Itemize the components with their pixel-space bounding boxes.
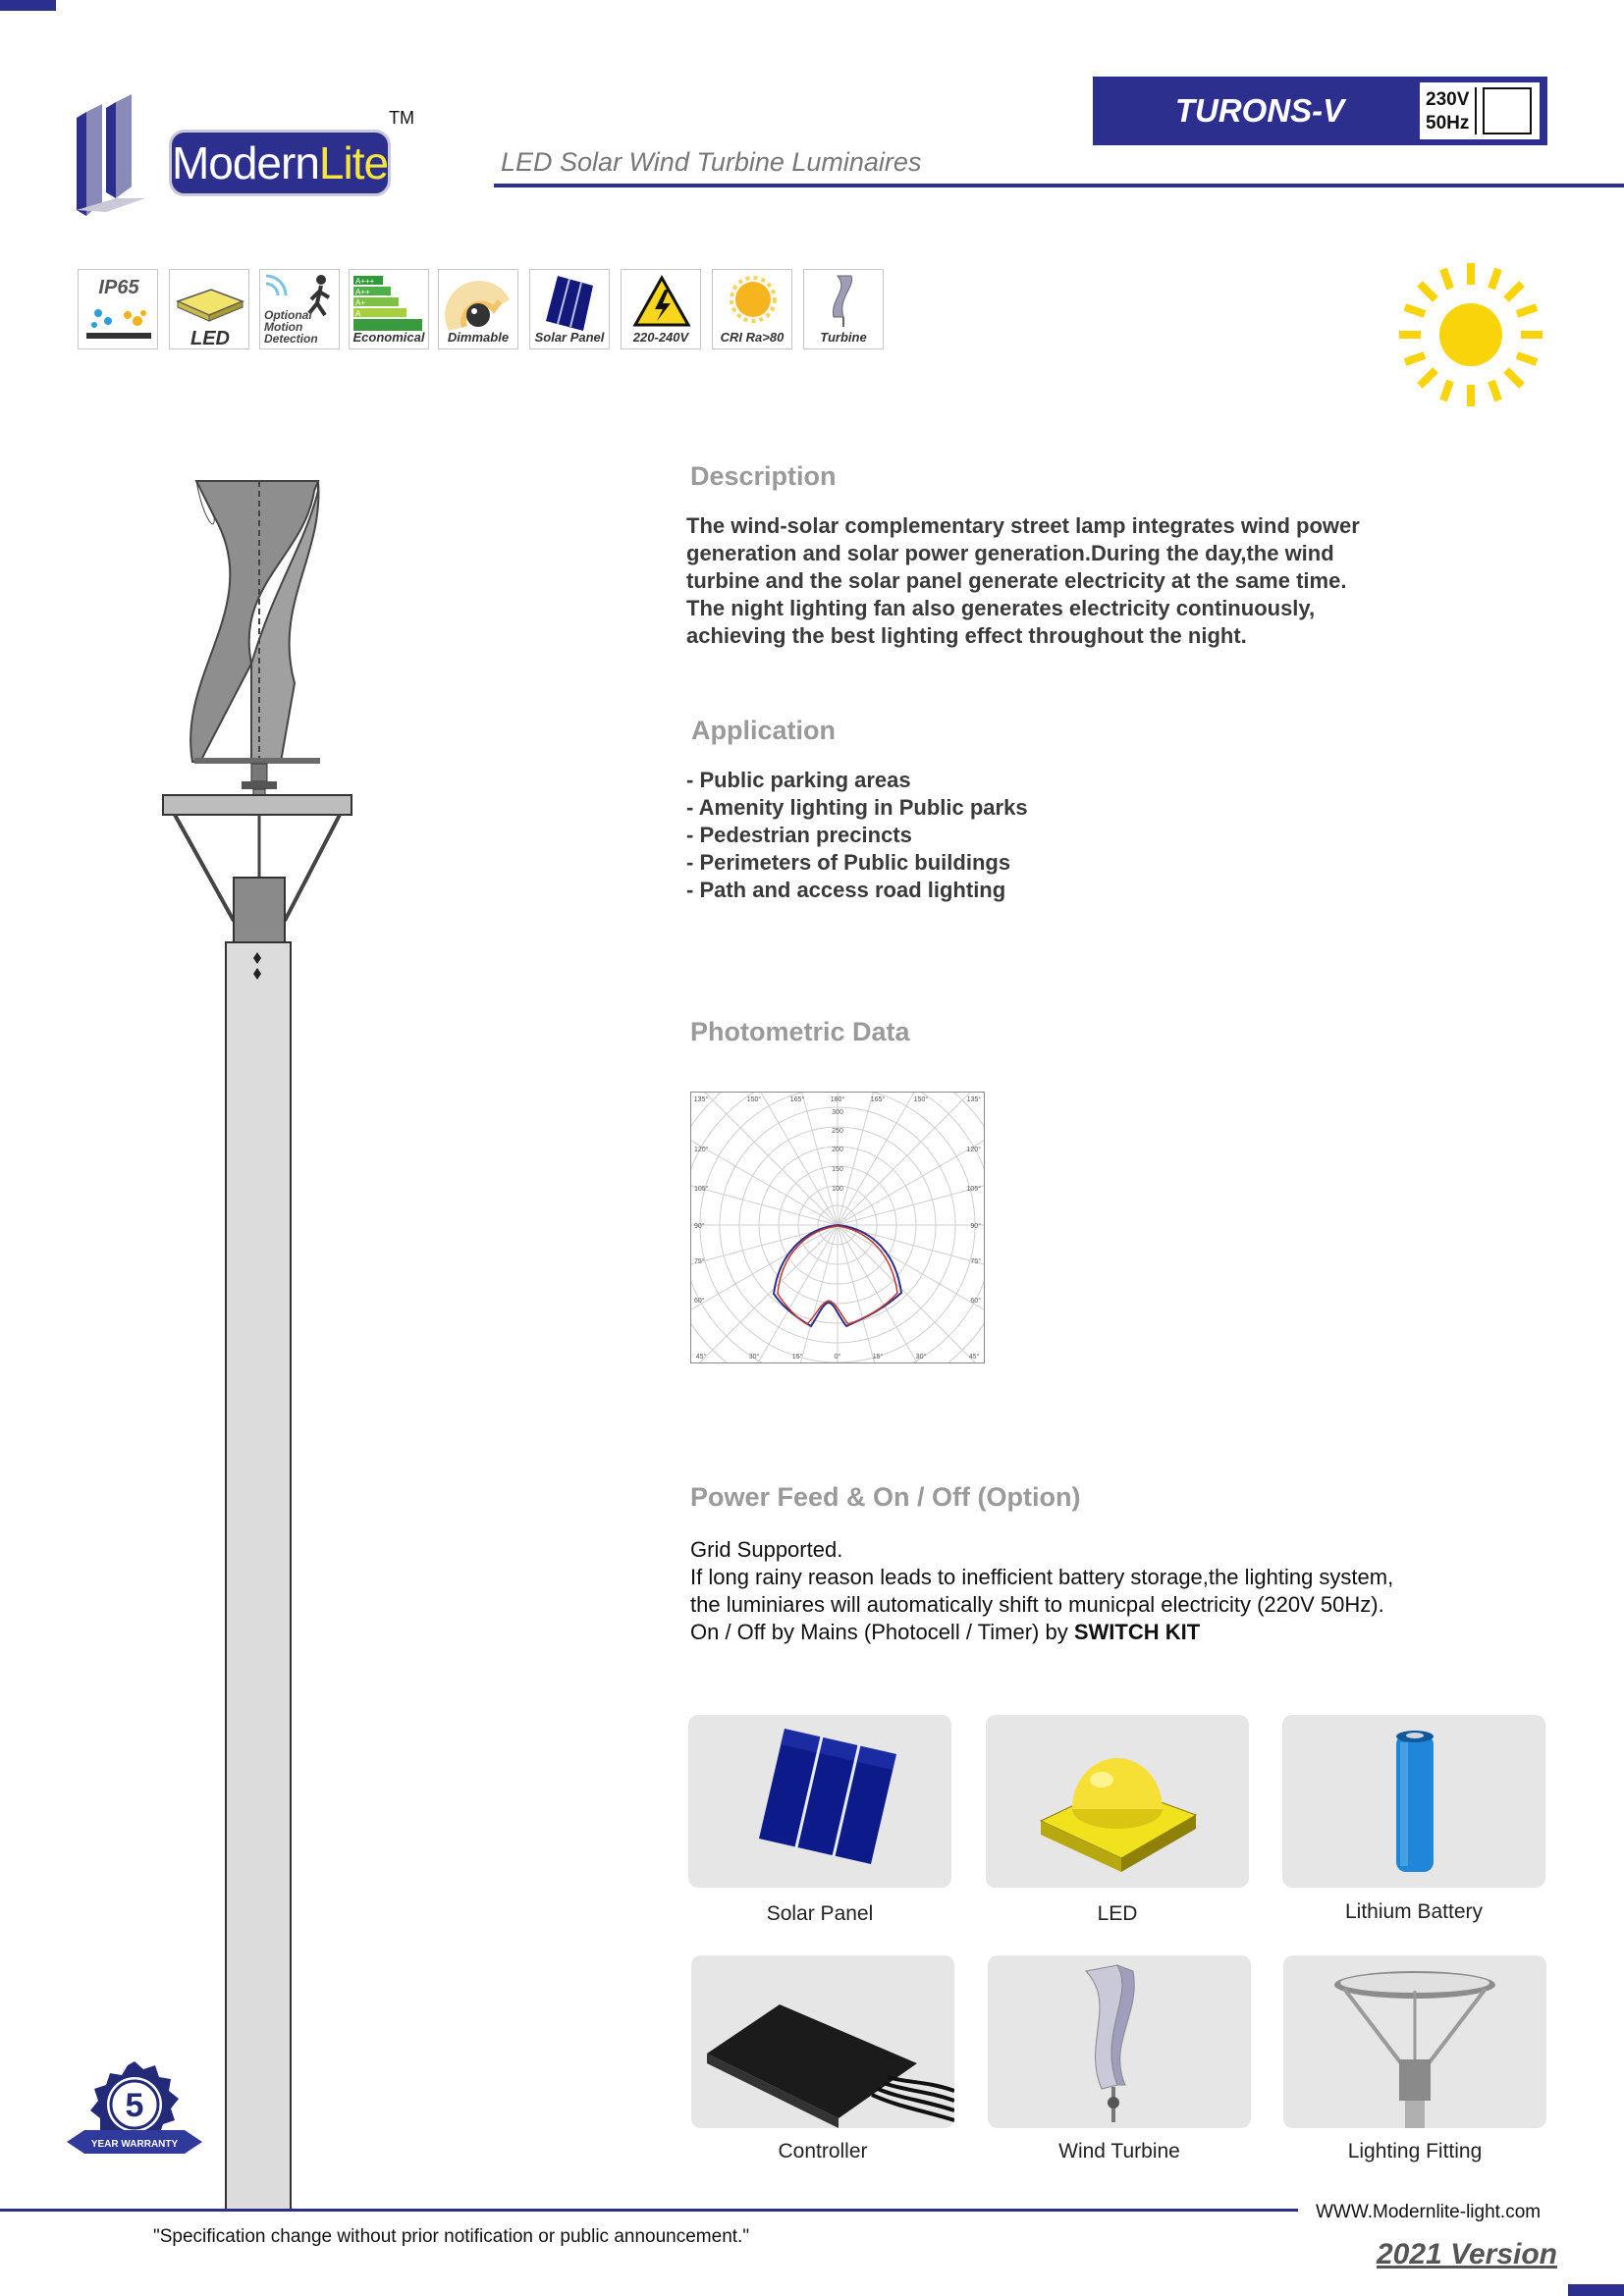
description-line: The night lighting fan also generates electricity continuously, xyxy=(686,596,1316,620)
photometric-heading: Photometric Data xyxy=(690,1017,910,1046)
feature-cri xyxy=(712,269,792,349)
polar-top-angle-label: 135° xyxy=(693,1096,709,1103)
warranty-text: YEAR WARRANTY xyxy=(90,2139,179,2150)
polar-top-angle-label: 165° xyxy=(789,1096,805,1103)
led-chip-icon xyxy=(170,270,250,350)
voltage-divider xyxy=(1475,87,1477,134)
led-emitter-icon xyxy=(986,1715,1249,1888)
component-label: Wind Turbine xyxy=(1058,2140,1180,2163)
power-line-prefix: On / Off by Mains (Photocell / Timer) by xyxy=(690,1620,1074,1644)
polar-spoke xyxy=(838,1093,889,1225)
model-banner xyxy=(1093,77,1547,145)
wind-turbine-icon xyxy=(988,1955,1251,2128)
polar-spoke xyxy=(838,1093,976,1225)
polar-bottom-angle-label: 30° xyxy=(748,1354,760,1361)
website-link[interactable]: WWW.Modernlite-light.com xyxy=(1316,2202,1542,2222)
polar-bottom-angle-label: 15° xyxy=(791,1354,803,1361)
polar-bottom-angle-label: 45° xyxy=(968,1354,980,1361)
polar-left-angle-label: 120° xyxy=(694,1147,709,1153)
svg-text:Motion: Motion xyxy=(264,320,303,334)
switch-kit-label: SWITCH KIT xyxy=(1073,1620,1201,1644)
feature-turbine xyxy=(803,269,884,349)
list-item: - Pedestrian precincts xyxy=(686,823,912,847)
polar-spoke xyxy=(691,1174,838,1225)
component-solar-panel xyxy=(688,1715,951,1888)
polar-right-angle-label: 75° xyxy=(970,1258,981,1265)
polar-right-angle-label: 105° xyxy=(966,1186,981,1193)
polar-radial-value: 300 xyxy=(832,1109,843,1116)
polar-diagram xyxy=(691,1093,984,1362)
battery-icon xyxy=(1282,1715,1545,1888)
power-feed-text xyxy=(690,1536,1535,1646)
component-controller xyxy=(691,1955,954,2128)
footer-disclaimer: "Specification change without prior notification or public announcement." xyxy=(153,2226,750,2247)
polar-spoke xyxy=(838,1225,976,1362)
feature-dimmable xyxy=(438,269,518,349)
svg-text:A++: A++ xyxy=(355,288,370,296)
lighting-fitting-icon xyxy=(1283,1955,1546,2128)
component-wind-turbine xyxy=(988,1955,1251,2128)
polar-radial-value: 250 xyxy=(832,1128,843,1135)
component-battery xyxy=(1282,1715,1545,1888)
polar-spoke xyxy=(838,1093,936,1225)
corner-accent-top xyxy=(0,0,56,11)
svg-text:Detection: Detection xyxy=(264,332,318,346)
power-feed-heading: Power Feed & On / Off (Option) xyxy=(690,1482,1081,1512)
svg-text:Optional: Optional xyxy=(264,308,312,322)
polar-bottom-angle-label: 30° xyxy=(915,1354,927,1361)
application-list xyxy=(686,767,1374,904)
svg-text:A+++: A+++ xyxy=(355,277,375,286)
polar-spoke xyxy=(739,1093,838,1225)
polar-radial-value: 150 xyxy=(832,1166,843,1173)
voltage-value: 230V xyxy=(1426,89,1470,110)
power-line: Grid Supported. xyxy=(690,1537,843,1562)
polar-top-angle-label: 150° xyxy=(746,1096,762,1103)
feature-led xyxy=(169,269,249,349)
model-name: TURONS-V xyxy=(1174,92,1345,129)
voltage-feature-label: 220-240V xyxy=(632,330,689,345)
description-line: turbine and the solar panel generate electricity at the same time. xyxy=(686,568,1347,593)
polar-left-angle-label: 105° xyxy=(694,1186,709,1193)
version-label: 2021 Version xyxy=(1377,2238,1557,2270)
polar-left-angle-label: 90° xyxy=(694,1223,705,1230)
turbine-label: Turbine xyxy=(820,330,867,345)
component-label: LED xyxy=(1097,1902,1138,1925)
logo-modern-text: Modern xyxy=(171,137,319,188)
ip65-icon xyxy=(79,270,159,350)
voltage-box xyxy=(1418,80,1542,141)
component-label: Controller xyxy=(778,2140,868,2163)
list-item: - Path and access road lighting xyxy=(686,878,1006,902)
controller-icon xyxy=(691,1955,954,2128)
polar-radial-value: 100 xyxy=(832,1186,843,1193)
component-led xyxy=(986,1715,1249,1888)
list-item: - Perimeters of Public buildings xyxy=(686,850,1011,875)
component-lighting-fitting xyxy=(1283,1955,1546,2128)
polar-right-angle-label: 60° xyxy=(970,1298,981,1305)
company-logo xyxy=(77,94,422,216)
frequency-value: 50Hz xyxy=(1426,113,1470,133)
polar-right-angle-label: 120° xyxy=(966,1147,981,1153)
sun-icon xyxy=(1399,263,1543,406)
logo-wordmark xyxy=(169,130,391,196)
power-line: If long rainy reason leads to inefficient battery storage,the lighting system, xyxy=(690,1565,1394,1589)
description-line: achieving the best lighting effect throughout the night. xyxy=(686,623,1247,648)
polar-top-angle-label: 135° xyxy=(966,1096,982,1103)
polar-right-angle-label: 90° xyxy=(970,1223,981,1230)
description-text xyxy=(686,512,1433,650)
feature-voltage xyxy=(621,269,701,349)
footer-divider xyxy=(0,2209,1298,2212)
dimmable-label: Dimmable xyxy=(447,330,510,345)
component-label: Solar Panel xyxy=(766,1902,874,1925)
polar-bottom-angle-label: 15° xyxy=(872,1354,884,1361)
polar-top-angle-label: 165° xyxy=(870,1096,886,1103)
polar-bottom-angle-label: 0° xyxy=(834,1354,841,1361)
ip65-label: IP65 xyxy=(98,277,139,298)
polar-top-angle-label: 180° xyxy=(830,1096,845,1103)
description-line: The wind-solar complementary street lamp integrates wind power xyxy=(686,513,1360,538)
polar-left-angle-label: 60° xyxy=(694,1298,705,1305)
polar-spoke xyxy=(838,1174,984,1225)
voltage-label xyxy=(1426,88,1477,135)
svg-text:A+: A+ xyxy=(355,298,366,307)
economical-label: Economical xyxy=(352,330,425,345)
list-item: - Public parking areas xyxy=(686,768,911,792)
power-line: the luminiares will automatically shift to municpal electricity (220V 50Hz). xyxy=(690,1592,1384,1617)
warranty-years: 5 xyxy=(125,2087,144,2124)
feature-economical xyxy=(349,269,429,349)
component-label: Lighting Fitting xyxy=(1347,2140,1483,2163)
cri-label: CRI Ra>80 xyxy=(720,330,785,345)
corner-accent-bottom xyxy=(1568,2284,1624,2296)
feature-motion xyxy=(259,269,340,349)
voltage-empty-box xyxy=(1483,87,1532,134)
header-divider xyxy=(494,184,1624,187)
photometric-polar-chart xyxy=(690,1092,985,1363)
logo-mark-icon xyxy=(77,94,167,216)
polar-spoke xyxy=(786,1093,838,1225)
description-line: generation and solar power generation.During the day,the wind xyxy=(686,541,1334,565)
application-heading: Application xyxy=(691,716,836,745)
solar-panel-label: Solar Panel xyxy=(534,330,605,345)
feature-ip65 xyxy=(78,269,158,349)
polar-spoke xyxy=(699,1093,838,1225)
warranty-seal-icon xyxy=(65,2059,204,2165)
solar-cell-icon xyxy=(688,1715,951,1888)
pole-turbine-illustration xyxy=(157,477,361,2211)
motion-sensor-icon xyxy=(260,270,341,350)
polar-left-angle-label: 75° xyxy=(694,1258,705,1265)
polar-spoke xyxy=(699,1225,838,1362)
component-label: Lithium Battery xyxy=(1344,1900,1484,1923)
svg-text:A: A xyxy=(355,309,361,318)
polar-top-angle-label: 150° xyxy=(913,1096,929,1103)
trademark-mark: TM xyxy=(389,108,414,128)
polar-radial-value: 200 xyxy=(832,1147,843,1153)
led-label: LED xyxy=(190,328,230,349)
logo-lite-text: Lite xyxy=(318,137,389,188)
power-line-switch xyxy=(690,1619,1535,1646)
list-item: - Amenity lighting in Public parks xyxy=(686,795,1028,820)
polar-bottom-angle-label: 45° xyxy=(695,1354,707,1361)
product-subtitle: LED Solar Wind Turbine Luminaires xyxy=(501,147,922,177)
description-heading: Description xyxy=(690,461,837,491)
feature-solar-panel xyxy=(529,269,610,349)
